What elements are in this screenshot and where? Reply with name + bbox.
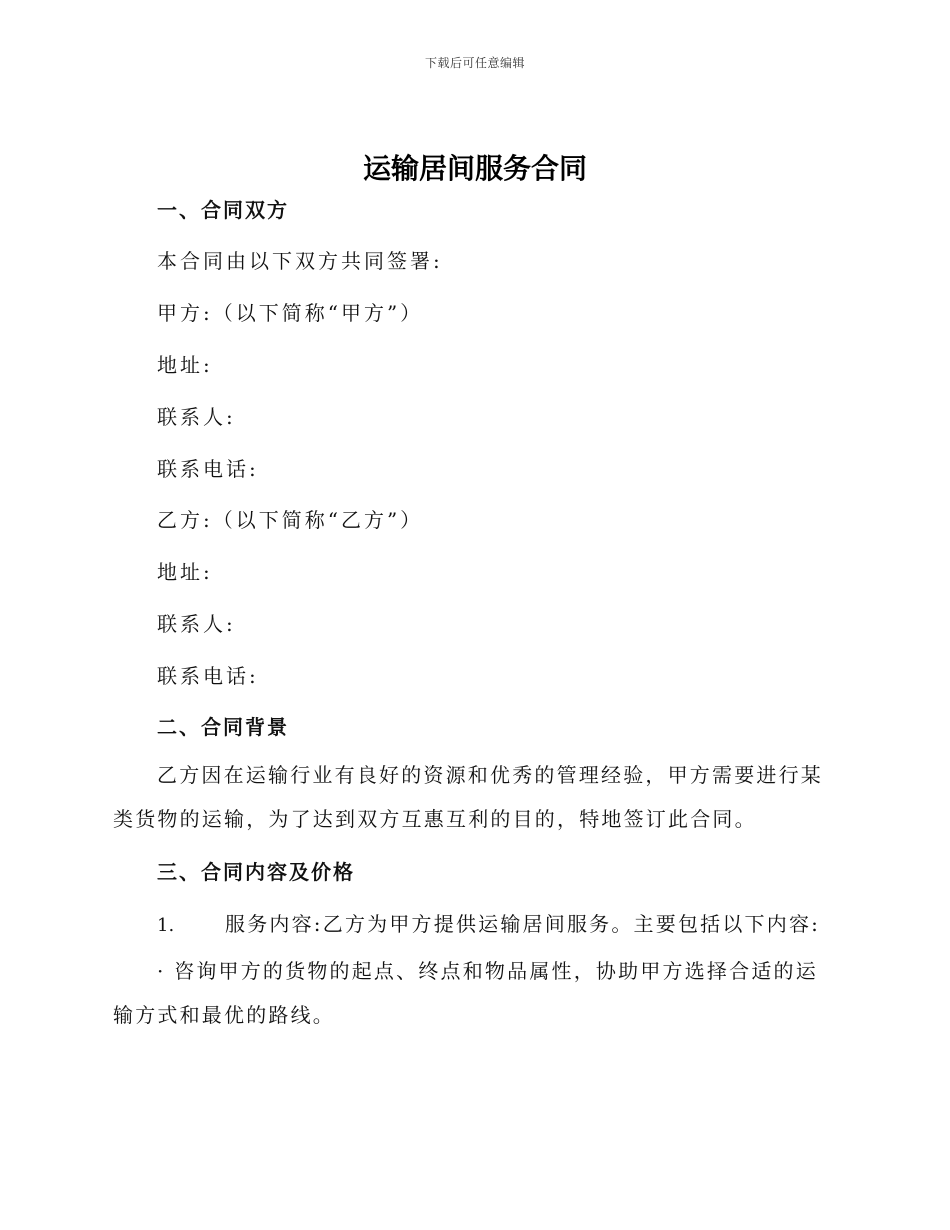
document-title: 运输居间服务合同	[362, 152, 587, 185]
content-item-1-number: 1.	[157, 915, 175, 936]
section-heading-content-price: 三、合同内容及价格	[157, 860, 355, 884]
content-item-1-text: 服务内容:乙方为甲方提供运输居间服务。主要包括以下内容:	[225, 912, 821, 936]
page-header-note: 下载后可任意编辑	[424, 56, 525, 70]
party-a-phone: 联系电话:	[157, 457, 259, 481]
background-paragraph: 乙方因在运输行业有良好的资源和优秀的管理经验，甲方需要进行某类货物的运输，为了达到双方互惠互利的目的，特地签订此合同。	[113, 763, 823, 831]
parties-intro: 本合同由以下双方共同签署:	[157, 249, 443, 273]
party-a-line: 甲方:（以下简称“甲方”）	[157, 301, 424, 325]
party-a-contact: 联系人:	[157, 405, 236, 429]
section-heading-parties: 一、合同双方	[157, 198, 289, 222]
content-bullet-1: · 咨询甲方的货物的起点、终点和物品属性，协助甲方选择合适的运输方式和最优的路线。	[113, 959, 818, 1027]
party-b-phone: 联系电话:	[157, 664, 259, 688]
party-a-address: 地址:	[157, 353, 213, 377]
section-heading-background: 二、合同背景	[157, 715, 289, 739]
party-b-contact: 联系人:	[157, 612, 236, 636]
content-item-1	[157, 908, 820, 937]
party-b-line: 乙方:（以下简称“乙方”）	[157, 508, 424, 532]
party-b-address: 地址:	[157, 560, 213, 584]
